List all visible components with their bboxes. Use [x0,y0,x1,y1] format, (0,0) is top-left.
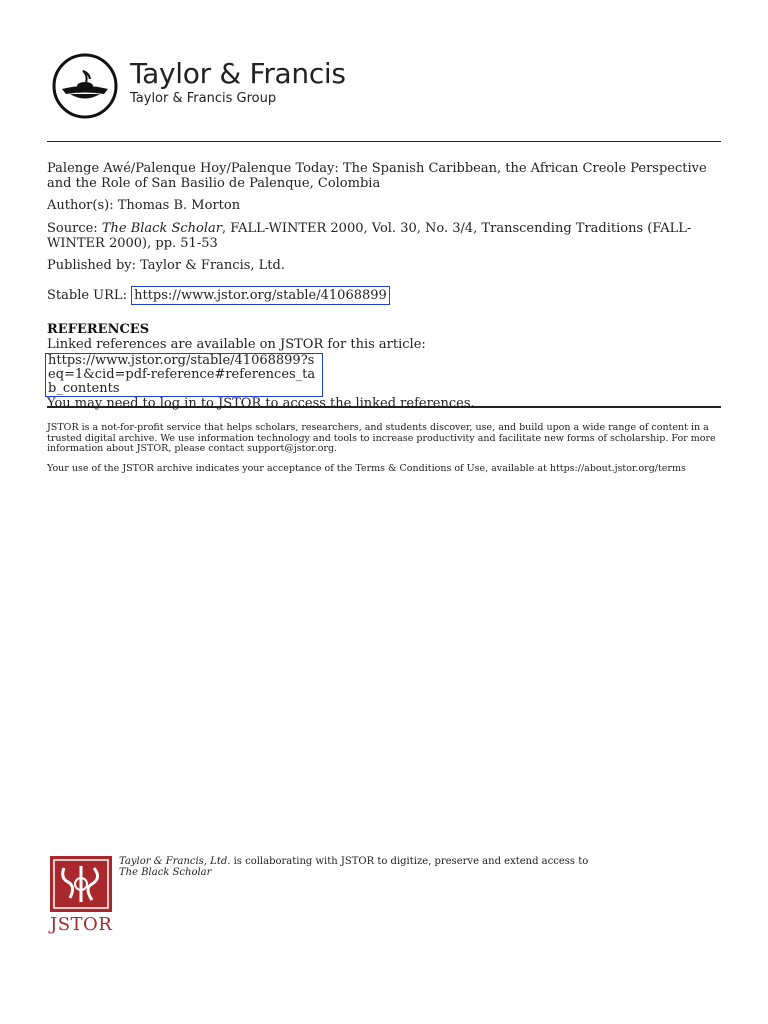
authors-label: Author(s): [47,198,114,213]
divider-top [47,141,721,142]
jstor-wordmark: JSTOR [50,914,113,935]
publisher-group: Taylor & Francis Group [130,91,277,106]
stable-url-label: Stable URL: [47,288,127,303]
references-login-note: You may need to log in to JSTOR to access the linked references. [47,395,475,411]
jstor-logo [50,856,114,936]
teapot-lamp-icon [52,53,118,119]
terms-notice: Your use of the JSTOR archive indicates your acceptance of the Terms & Conditions of Use, available at https://about.jstor.org/terms [47,463,686,474]
publisher-value: Taylor & Francis, Ltd. [140,258,285,273]
references-intro: Linked references are available on JSTOR for this article: [47,337,426,352]
divider-middle [47,406,721,408]
publisher-name: Taylor & Francis [130,57,346,90]
published-label: Published by: [47,258,136,273]
article-source [47,221,721,251]
references-body [47,338,647,411]
source-details: , FALL-WINTER 2000, Vol. 30, No. 3/4, Transcending Traditions (FALL-WINTER 2000), pp. 51-53 [47,221,692,251]
journal-name: The Black Scholar [101,221,222,236]
publisher-logo [52,53,352,119]
article-authors [47,198,721,213]
jstor-seal-icon [50,856,112,912]
source-label: Source: [47,221,98,236]
collab-text: is collaborating with JSTOR to digitize, preserve and extend access to [230,856,589,867]
references-heading: REFERENCES [47,322,150,337]
jstor-description: JSTOR is a not-for-profit service that helps scholars, researchers, and students discover, use, and build upon a wide range of content in a trusted digital archive. We use information technology and tools to increase productivity and facilitate new forms of scholarship. For more information about JSTOR, please contact support@jstor.org. [47,422,716,454]
collab-publisher: Taylor & Francis, Ltd. [119,856,231,867]
references-link[interactable]: https://www.jstor.org/stable/41068899?seq=1&cid=pdf-reference#references_tab_contents [45,353,323,397]
authors-value: Thomas B. Morton [117,198,241,213]
article-title: Palenge Awé/Palenque Hoy/Palenque Today: The Spanish Caribbean, the African Creole Perspective and the Role of San Basilio de Palenque, Colombia [47,161,707,191]
published-by [47,258,721,273]
collab-journal: The Black Scholar [119,867,212,878]
stable-url-line [47,286,721,305]
stable-url-link[interactable]: https://www.jstor.org/stable/41068899 [131,286,390,305]
collaboration-notice [119,856,719,878]
